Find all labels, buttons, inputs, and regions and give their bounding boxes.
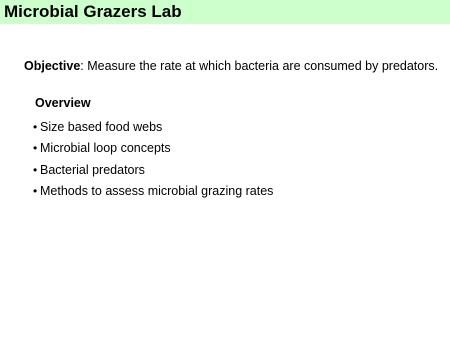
list-item-label: Bacterial predators [40,162,145,177]
overview-heading: Overview [35,96,91,110]
overview-list [33,116,273,202]
title-bar [0,0,450,24]
list-item [33,159,273,181]
list-item-label: Methods to assess microbial grazing rates [40,184,274,199]
list-item-label: Microbial loop concepts [40,141,171,156]
list-item [33,138,273,160]
objective-label: Objective [24,59,81,73]
objective-text: : Measure the rate at which bacteria are consumed by predators. [80,59,439,73]
list-item [33,181,273,203]
list-item [33,116,273,138]
slide-title: Microbial Grazers Lab [4,2,182,21]
bullet-icon: • [33,184,38,199]
objective-statement [24,58,438,74]
bullet-icon: • [33,119,38,134]
bullet-icon: • [33,162,38,177]
bullet-icon: • [33,141,38,156]
list-item-label: Size based food webs [40,119,163,134]
